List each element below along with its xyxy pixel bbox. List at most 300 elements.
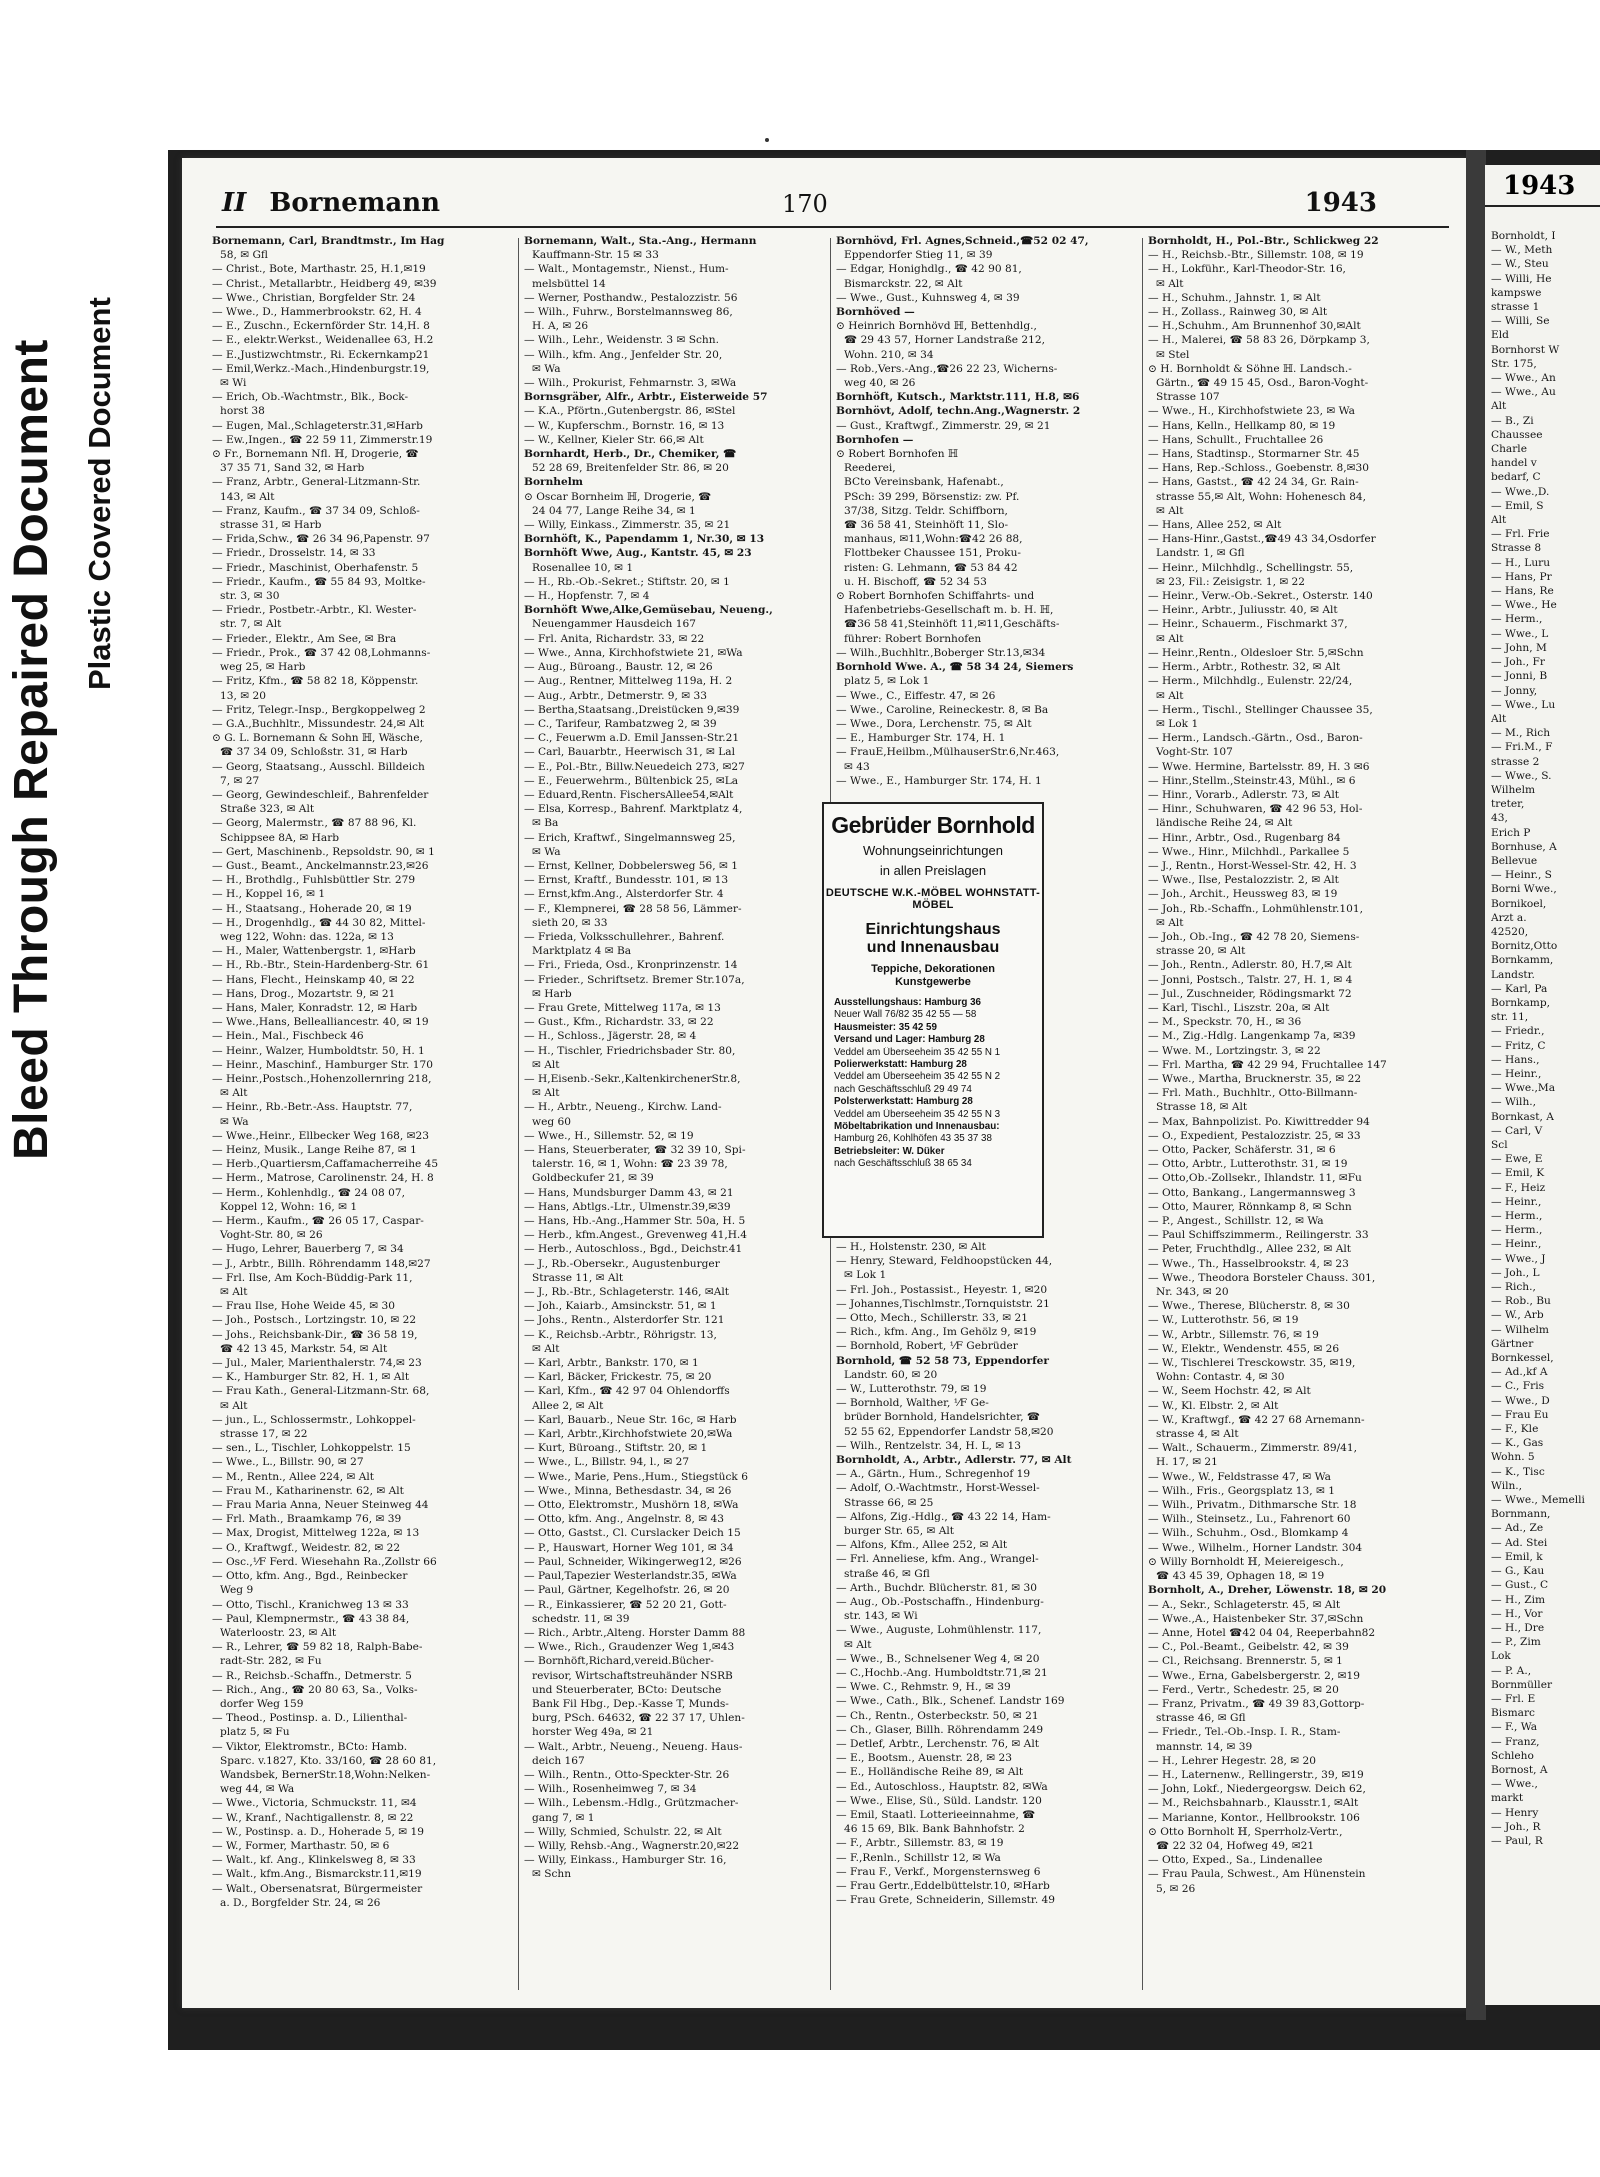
directory-entry-line: — Cl., Reichsang. Brennerstr. 5, ✉ 1 [1148,1655,1343,1668]
directory-entry-line: — Frl. Martha, ☎ 42 29 94, Fruchtallee 147 [1148,1058,1387,1071]
directory-entry-line: — Otto, Exped., Sa., Lindenallee [1148,1854,1323,1867]
directory-entry-line: deich 167 [532,1754,585,1767]
guide-keyword: Bornemann [269,188,441,218]
directory-entry-line: manhaus, ✉11,Wohn:☎42 26 88, [844,533,1023,546]
directory-entry-line: — W., Lutterothstr. 56, ✉ 19 [1148,1314,1299,1327]
directory-entry-line: H. 17, ✉ 21 [1156,1456,1218,1469]
directory-entry-line: 24 04 77, Lange Reihe 34, ✉ 1 [532,504,696,517]
adjacent-entry-line: handel v [1491,457,1537,470]
directory-entry-line: — Anne, Hotel ☎42 04 04, Reeperbahn82 [1148,1626,1376,1639]
directory-entry-line: Bornhofen — [836,433,914,446]
directory-entry-line: risten: G. Lehmann, ☎ 53 84 42 [844,561,1018,574]
adjacent-entry-line: — W., Steu [1491,258,1549,271]
directory-entry-line: — Gust., Kfm., Richardstr. 33, ✉ 22 [524,1016,714,1029]
directory-entry-line: ✉ Alt [1156,277,1184,290]
directory-entry-line: — Herm., Kaufm., ☎ 26 05 17, Caspar- [212,1215,424,1228]
directory-entry-line: — Ew.,Ingen., ☎ 22 59 11, Zimmerstr.19 [212,433,433,446]
adjacent-entry-line: bedarf, C [1491,471,1541,484]
ad-headline-2: und Innenausbau [866,939,1000,956]
directory-entry-line: platz 5, ✉ Fu [220,1726,290,1739]
directory-entry-line: — Werner, Posthandw., Pestalozzistr. 56 [524,291,738,304]
adjacent-entry-line: Chaussee [1491,428,1543,441]
adjacent-entry-line: — Rich., [1491,1281,1536,1294]
directory-entry-line: Sparc. v.1827, Kto. 33/160, ☎ 28 60 81, [220,1754,437,1767]
directory-entry-line: Allee 2, ✉ Alt [532,1399,604,1412]
directory-entry-line: — C., Feuerwm a.D. Emil Janssen-Str.21 [524,732,740,745]
directory-entry-line: str. 143, ✉ Wi [844,1610,918,1623]
adjacent-entry-line: — Wilh., [1491,1096,1536,1109]
adjacent-entry-line: — Wwe.,Ma [1491,1082,1556,1095]
directory-entry-line: — Frau Grete, Schneiderin, Sillemstr. 49 [836,1894,1056,1907]
directory-entry-line: — Karl, Arbtr., Bankstr. 170, ✉ 1 [524,1357,699,1370]
adjacent-entry-line: Alt [1491,712,1507,725]
directory-entry-line: — Georg, Staatsang., Ausschl. Billdeich [212,760,425,773]
adjacent-entry-line: — Carl, V [1491,1124,1543,1137]
directory-entry-line: — R., Einkassierer, ☎ 52 20 21, Gott- [524,1598,727,1611]
directory-entry-line: — Paul, Gärtner, Kegelhofstr. 26, ✉ 20 [524,1584,730,1597]
directory-entry-line: dorfer Weg 159 [220,1697,304,1710]
directory-entry-line: — Frau M., Katharinenstr. 62, ✉ Alt [212,1484,404,1497]
directory-entry-line: — Joh., Kaiarb., Amsinckstr. 51, ✉ 1 [524,1300,717,1313]
directory-entry-line: — Wilh., Steinsetz., Lu., Fahrenort 60 [1148,1513,1351,1526]
directory-entry-line: Bornhöft Wwe,Alke,Gemüsebau, Neueng., [524,604,773,617]
directory-entry-line: — Hinr.,Stellm.,Steinstr.43, Mühl., ✉ 6 [1148,774,1356,787]
directory-entry-line: ✉ Wa [532,362,561,375]
directory-entry-line: — E., elektr.Werkst., Weidenallee 63, H.2 [212,334,434,347]
directory-entry-line: — Frau Gertr.,Eddelbüttelstr.10, ✉Harb [836,1880,1050,1893]
directory-entry-line: — Frl. Joh., Postassist., Heyestr. 1, ✉20 [836,1283,1048,1296]
adjacent-entry-line: — Paul, R [1491,1834,1543,1847]
adjacent-entry-line: Bornkamm, [1491,954,1554,967]
adjacent-entry-line: — Henry [1491,1806,1539,1819]
directory-entry-line: Eppendorfer Stieg 11, ✉ 39 [844,249,993,262]
directory-entry-line: — J., Rb.-Btr., Schlageterstr. 146, ✉Alt [524,1286,730,1299]
adjacent-entry-line: — Emil, k [1491,1550,1543,1563]
directory-entry-line: Bornhöft, Kutsch., Marktstr.111, H.8, ✉6 [836,391,1080,404]
directory-entry-line: — Friedr., Kaufm., ☎ 55 84 93, Moltke- [212,575,426,588]
directory-entry-line: ✉ 23, Fil.: Zeisigstr. 1, ✉ 22 [1156,575,1306,588]
running-head [222,188,1447,224]
directory-entry-line: — Hans, Maler, Konradstr. 12, ✉ Harb [212,1001,418,1014]
ad-contact-line: Hamburg 26, Kohlhöfen 43 35 37 38 [834,1133,992,1145]
adjacent-entry-line: — F., Heiz [1491,1181,1546,1194]
directory-entry-line: — J., Rb.-Obersekr., Augustenburger [524,1257,720,1270]
directory-entry-line: ⊙ H. Bornholdt & Söhne ℍ. Landsch.- [1148,362,1352,375]
directory-entry-line: — Viktor, Elektromstr., BCto: Hamb. [212,1740,408,1753]
adjacent-entry-line: Eld [1491,329,1509,342]
adjacent-entry-line: Bornhuse, A [1491,840,1557,853]
directory-entry-line: — Herm., Milchhdlg., Eulenstr. 22/24, [1148,675,1353,688]
directory-entry-line: Strasse 107 [1156,391,1220,404]
directory-entry-line: strasse 31, ✉ Harb [220,519,322,532]
directory-entry-line: — Wwe., Cath., Blk., Schenef. Landstr 169 [836,1695,1065,1708]
directory-entry-line: — W., Postinsp. a. D., Hoherade 5, ✉ 19 [212,1825,425,1838]
directory-entry-line: — Aug., Büroang., Baustr. 12, ✉ 26 [524,661,713,674]
directory-entry-line: strasse 17, ✉ 22 [220,1428,308,1441]
directory-entry-line: ländische Reihe 24, ✉ Alt [1156,817,1293,830]
directory-entry-line: — Wwe., Anna, Kirchhofstwiete 21, ✉Wa [524,646,743,659]
directory-entry-line: — Frau Grete, Mittelweg 117a, ✉ 13 [524,1001,721,1014]
directory-entry-line: gang 7, ✉ 1 [532,1811,595,1824]
adjacent-entry-line: — C., Fris [1491,1380,1545,1393]
directory-entry-line: Bornhövd, Frl. Agnes,Schneid.,☎52 02 47, [836,235,1089,247]
adjacent-entry-line: Strasse 8 [1491,542,1542,555]
directory-entry-line: — Wwe., E., Hamburger Str. 174, H. 1 [836,774,1042,787]
adjacent-entry-line: — B., Zi [1491,414,1534,427]
directory-entry-line: — Friedr., Drosselstr. 14, ✉ 33 [212,547,376,560]
directory-entry-line: — Karl, Bauarb., Neue Str. 16c, ✉ Harb [524,1413,737,1426]
directory-entry-line: Strasse 11, ✉ Alt [532,1271,624,1284]
running-head-left [222,188,440,218]
directory-entry-line: — F., Arbtr., Sillemstr. 83, ✉ 19 [836,1837,1004,1850]
adjacent-entry-line: — Wwe., He [1491,599,1557,612]
adjacent-entry-line: Bellevue [1491,854,1538,867]
directory-entry-line: — P., Hauswart, Horner Weg 101, ✉ 34 [524,1541,734,1554]
adjacent-entry-line: Bornost, A [1491,1763,1548,1776]
adjacent-entry-line: — Herm., [1491,1210,1543,1223]
directory-entry-line: Koppel 12, Wohn: 16, ✉ 1 [220,1200,358,1213]
directory-entry-line: — Gust., Beamt., Anckelmannstr.23,✉26 [212,859,429,872]
adjacent-entry-line: — Emil, K [1491,1167,1545,1180]
adjacent-entry-line: — Herm., [1491,613,1543,626]
directory-entry-line: — W., Seem Hochstr. 42, ✉ Alt [1148,1385,1311,1398]
adjacent-entry-line: — Jonny, [1491,684,1538,697]
header-rule [216,226,1449,228]
adjacent-entry-line: — Rob., Bu [1491,1295,1551,1308]
directory-entry-line: mannstr. 14, ✉ 39 [1156,1740,1253,1753]
margin-label-primary: Bleed Through Repaired Document [5,339,58,1160]
directory-entry-line: weg 60 [532,1115,571,1128]
directory-entry-line: — H., Hopfenstr. 7, ✉ 4 [524,590,650,603]
directory-column-4 [1148,234,1446,1994]
directory-entry-line: — H., Tischler, Friedrichsbader Str. 80, [524,1044,736,1057]
directory-entry-line: — R., Lehrer, ☎ 59 82 18, Ralph-Babe- [212,1641,423,1654]
directory-entry-line: Bornemann, Walt., Sta.-Ang., Hermann [524,235,757,247]
directory-entry-line: — Jul., Zuschneider, Rödingsmarkt 72 [1148,987,1352,1000]
adjacent-entry-line: — Wwe., [1491,1778,1538,1791]
directory-entry-line: brüder Bornhold, Handelsrichter, ☎ [844,1411,1041,1424]
ad-brand-line: DEUTSCHE W.K.-MÖBEL WOHNSTATT-MÖBEL [825,887,1041,911]
ad-contact-line: nach Geschäftsschluß 29 49 74 [834,1083,972,1095]
ad-contact-list [824,989,1042,1171]
directory-entry-line: — Bertha,Staatsang.,Dreistücken 9,✉39 [524,703,740,716]
ad-goods-2: Kunstgewerbe [895,976,971,988]
directory-entry-line: — Marianne, Kontor., Hellbrookstr. 106 [1148,1811,1360,1824]
directory-entry-line: Bornholdt, A., Arbtr., Adlerstr. 77, ✉ Alt [836,1453,1072,1466]
adjacent-entry-line: Bornmann, [1491,1508,1551,1521]
directory-entry-line: — Wwe., Minna, Bethesdastr. 34, ✉ 26 [524,1484,732,1497]
directory-entry-line: — Walt., kf. Ang., Klinkelsweg 8, ✉ 33 [212,1854,416,1867]
directory-entry-line: sieth 20, ✉ 33 [532,916,608,929]
directory-entry-line: — Georg, Gewindeschleif., Bahrenfelder [212,788,429,801]
adjacent-entry-line: — Hans., [1491,1053,1540,1066]
directory-entry-line: Bornhöft, K., Papendamm 1, Nr.30, ✉ 13 [524,533,765,546]
directory-entry-line: 5, ✉ 26 [1156,1882,1196,1895]
directory-entry-line: — Wwe., Victoria, Schmuckstr. 11, ✉4 [212,1797,417,1810]
directory-entry-line: Rosenallee 10, ✉ 1 [532,561,634,574]
directory-entry-line: — Fri., Frieda, Osd., Kronprinzenstr. 14 [524,959,738,972]
directory-entry-line: — Heinr., Verw.-Ob.-Sekret., Osterstr. 140 [1148,590,1373,603]
directory-entry-line: ⊙ Willy Bornholdt ℍ, Meiereigesch., [1148,1555,1344,1568]
ad-contact-line: Polsterwerkstatt: Hamburg 28 [834,1096,973,1108]
adjacent-entry-line: Wilhelm [1491,783,1536,796]
directory-entry-line: — Frau Maria Anna, Neuer Steinweg 44 [212,1499,429,1512]
directory-entry-line: platz 5, ✉ Lok 1 [844,675,930,688]
adjacent-entry-line: markt [1491,1792,1524,1805]
directory-entry-line: — Joh., Postsch., Lortzingstr. 10, ✉ 22 [212,1314,417,1327]
directory-entry-line: — Frl. Anneliese, kfm. Ang., Wrangel- [836,1553,1039,1566]
directory-entry-line: — H., Rb.-Ob.-Sekret.; Stiftstr. 20, ✉ 1 [524,575,730,588]
adjacent-entry-line: — M., Rich [1491,727,1551,740]
directory-entry-line: — Heinr.,Rentn., Oldesloer Str. 5,✉Schn [1148,646,1364,659]
directory-entry-line: 13, ✉ 20 [220,689,266,702]
directory-entry-line: — M., Zig.-Hdlg. Langenkamp 7a, ✉39 [1148,1030,1356,1043]
directory-entry-line: — Herm., Arbtr., Rothestr. 32, ✉ Alt [1148,661,1341,674]
directory-entry-line: weg 25, ✉ Harb [220,661,306,674]
directory-entry-line: — Paul Schiffszimmerm., Reilingerstr. 33 [1148,1229,1369,1242]
directory-entry-line: ✉ 43 [844,760,870,773]
directory-entry-line: — Frau Kath., General-Litzmann-Str. 68, [212,1385,430,1398]
directory-entry-line: ✉ Alt [532,1342,560,1355]
directory-entry-line: — Wwe., Erna, Gabelsbergerstr. 2, ✉19 [1148,1669,1361,1682]
directory-entry-line: — Ferd., Vertr., Schedestr. 25, ✉ 20 [1148,1683,1339,1696]
directory-entry-line: — Herm., Landsch.-Gärtn., Osd., Baron- [1148,732,1363,745]
directory-entry-line: — Wilh., Rentn., Otto-Speckter-Str. 26 [524,1768,730,1781]
ad-goods-1: Teppiche, Dekorationen [871,963,995,975]
directory-entry-line: — Heinr., Walzer, Humboldtstr. 50, H. 1 [212,1044,425,1057]
directory-entry-line: — Christ., Metallarbtr., Heidberg 49, ✉39 [212,277,437,290]
directory-entry-line: — Heinr., Rb.-Betr.-Ass. Hauptstr. 77, [212,1101,413,1114]
directory-entry-line: — H., Reichsb.-Btr., Sillemstr. 108, ✉ 19 [1148,249,1364,262]
adjacent-page [1485,165,1600,2005]
directory-entry-line: — Max, Drogist, Mittelweg 122a, ✉ 13 [212,1527,420,1540]
adjacent-entry-line: Bornikoel, [1491,897,1547,910]
directory-entry-line: Waterloostr. 23, ✉ Alt [220,1626,337,1639]
directory-entry-line: strasse 4, ✉ Alt [1156,1428,1239,1441]
adjacent-entry-line: — Wwe., Lu [1491,698,1556,711]
directory-entry-line: — Peter, Fruchthdlg., Allee 232, ✉ Alt [1148,1243,1351,1256]
directory-entry-line: — Heinr., Milchhdlg., Schellingstr. 55, [1148,561,1354,574]
directory-entry-line: — W., Kranf., Nachtigallenstr. 8, ✉ 22 [212,1811,414,1824]
adjacent-entry-line: strasse 2 [1491,755,1540,768]
directory-entry-line: — Wwe., L., Billstr. 94, l., ✉ 27 [524,1456,690,1469]
directory-entry-line: — Alfons, Kfm., Allee 252, ✉ Alt [836,1539,1008,1552]
directory-entry-line: Bornhöved — [836,306,915,319]
directory-entry-line: — Frau Paula, Schwest., Am Hünenstein [1148,1868,1366,1881]
directory-entry-line: — Joh., Ob.-Ing., ☎ 42 78 20, Siemens- [1148,930,1360,943]
directory-entry-line: — Johannes,Tischlmstr.,Tornquiststr. 21 [836,1297,1050,1310]
directory-entry-line: — H., Zollass., Rainweg 30, ✉ Alt [1148,306,1328,319]
adjacent-entry-line: — Heinr., [1491,1238,1542,1251]
adjacent-entry-line: — Ad.,kf A [1491,1366,1548,1379]
adjacent-entry-line: — Wwe.,D. [1491,485,1550,498]
directory-entry-line: — Ch., Rentn., Osterbeckstr. 50, ✉ 21 [836,1709,1039,1722]
directory-entry-line: — H., Koppel 16, ✉ 1 [212,888,326,901]
directory-entry-line: — Walt., kfm.Ang., Bismarckstr.11,✉19 [212,1868,422,1881]
directory-entry-line: — Ernst,kfm.Ang., Alsterdorfer Str. 4 [524,888,724,901]
section-number: II [222,188,247,218]
directory-entry-line: Voght-Str. 107 [1156,746,1233,759]
directory-entry-line: ✉ Alt [532,1058,560,1071]
directory-entry-line: — Henry, Steward, Feldhoopstücken 44, [836,1255,1053,1268]
directory-entry-line: — Wwe., Wilhelm., Horner Landstr. 304 [1148,1541,1363,1554]
directory-entry-line: — W., Kraftwgf., ☎ 42 27 68 Arnemann- [1148,1413,1365,1426]
adjacent-entry-line: — Willi, He [1491,272,1552,285]
directory-entry-line: — Detlef, Arbtr., Lerchenstr. 76, ✉ Alt [836,1738,1039,1751]
directory-entry-line: — Theod., Postinsp. a. D., Lilienthal- [212,1712,408,1725]
adjacent-entry-line: 43, [1491,812,1508,825]
directory-entry-line: — Frieder., Schriftsetz. Bremer Str.107a, [524,973,745,986]
directory-entry-line: — Wilh., Fuhrw., Borstelmannsweg 86, [524,306,733,319]
directory-entry-line: — Otto, Maurer, Rönnkamp 8, ✉ Schn [1148,1200,1352,1213]
directory-entry-line: — Johs., Rentn., Alsterdorfer Str. 121 [524,1314,725,1327]
adjacent-entry-line: — Gust., C [1491,1579,1549,1592]
directory-entry-line: ☎ 43 45 39, Ophagen 18, ✉ 19 [1156,1570,1325,1583]
directory-entry-line: — Herm., Tischl., Stellinger Chaussee 35, [1148,703,1373,716]
directory-entry-line: — Wwe.,Hans, Bellealliancestr. 40, ✉ 19 [212,1016,429,1029]
adjacent-entry-line: — Heinr., S [1491,869,1552,882]
adjacent-entry-line: — Wilhelm [1491,1323,1549,1336]
directory-entry-line: — Hans, Gastst., ☎ 42 24 34, Gr. Rain- [1148,476,1359,489]
directory-entry-line: — Willy, Einkass., Hamburger Str. 16, [524,1854,727,1867]
directory-entry-line: — Rob.,Vers.-Ang.,☎26 22 23, Wicherns- [836,362,1058,375]
directory-entry-line: Landstr. 60, ✉ 20 [844,1368,938,1381]
directory-entry-line: ✉ Ba [532,817,559,830]
adjacent-entry-line: — Heinr., [1491,1195,1542,1208]
directory-entry-line: — C., Pol.-Beamt., Geibelstr. 42, ✉ 39 [1148,1641,1349,1654]
adjacent-entry-line: — Wwe., An [1491,372,1556,385]
directory-entry-line: — W., Kl. Elbstr. 2, ✉ Alt [1148,1399,1279,1412]
directory-entry-line: — Walt., Schauerm., Zimmerstr. 89/41, [1148,1442,1358,1455]
directory-entry-line: 37/38, Sitzg. Teldr. Schiffborn, [844,504,1008,517]
adjacent-entry-line: Bornhorst W [1491,343,1560,356]
directory-entry-line: ☎ 37 34 09, Schloßstr. 31, ✉ Harb [220,746,408,759]
directory-entry-line: — Gust., Kraftwgf., Zimmerstr. 29, ✉ 21 [836,419,1051,432]
adjacent-entry-line: — Ad. Stei [1491,1536,1548,1549]
directory-entry-line: — C.,Hochb.-Ang. Humboldtstr.71,✉ 21 [836,1667,1048,1680]
directory-entry-line: — Otto, Arbtr., Lutterothstr. 31, ✉ 19 [1148,1158,1348,1171]
directory-entry-line: — Hinr., Vorarb., Adlerstr. 73, ✉ Alt [1148,788,1340,801]
directory-entry-line: — A., Sekr., Schlageterstr. 45, ✉ Alt [1148,1598,1341,1611]
directory-entry-line: — Franz, Privatm., ☎ 49 39 83,Gottorp- [1148,1697,1365,1710]
adjacent-entry-line: Bornkessel, [1491,1352,1554,1365]
directory-entry-line: — Jonni, Postsch., Talstr. 27, H. 1, ✉ 4 [1148,973,1353,986]
directory-entry-line: — Eugen, Mal.,Schlageterstr.31,✉Harb [212,419,423,432]
directory-entry-line: — H., Schuhm., Jahnstr. 1, ✉ Alt [1148,291,1321,304]
adjacent-entry-line: — Friedr., [1491,1025,1545,1038]
directory-entry-line: — Rich., kfm. Ang., Im Gehölz 9, ✉19 [836,1326,1037,1339]
directory-entry-line: Strasse 66, ✉ 25 [844,1496,934,1509]
adjacent-entry-line: — Fritz, C [1491,1039,1546,1052]
directory-entry-line: — Friedr., Maschinist, Oberhafenstr. 5 [212,561,419,574]
advertisement-box [822,802,1044,1238]
column-divider [1142,238,1143,1990]
directory-entry-line: — Aug., Arbtr., Detmerstr. 9, ✉ 33 [524,689,707,702]
directory-entry-line: ✉ Wa [532,845,561,858]
directory-entry-line: — Willy, Schmied, Schulstr. 22, ✉ Alt [524,1825,722,1838]
directory-entry-line: — Herb., kfm.Angest., Grevenweg 41,H.4 [524,1229,748,1242]
directory-entry-line: — Erich, Ob.-Wachtmstr., Blk., Bock- [212,391,409,404]
directory-entry-line: — Frau Ilse, Hohe Weide 45, ✉ 30 [212,1300,396,1313]
directory-entry-line: — jun., L., Schlossermstr., Lohkoppel- [212,1413,416,1426]
directory-entry-line: melsbüttel 14 [532,277,606,290]
directory-entry-line: — Wwe., Therese, Blücherstr. 8, ✉ 30 [1148,1300,1350,1313]
ad-contact-line: Veddel am Überseeheim 35 42 55 N 3 [834,1108,1001,1120]
directory-entry-line: — Eduard,Rentn. FischersAllee54,✉Alt [524,788,734,801]
directory-entry-line: — Wwe.,A., Haistenbeker Str. 37,✉Schn [1148,1612,1364,1625]
directory-entry-line: strasse 20, ✉ Alt [1156,945,1246,958]
adjacent-entry-line: treter, [1491,798,1525,811]
directory-entry-line: — Karl, Kfm., ☎ 42 97 04 Ohlendorffs [524,1385,730,1398]
directory-entry-line: Wohn: Contastr. 4, ✉ 30 [1156,1371,1285,1384]
directory-entry-line: — Wilh., Lebensm.-Hdlg., Grützmacher- [524,1797,739,1810]
adjacent-entry-line: — K., Tisc [1491,1465,1545,1478]
adjacent-entry-line: Alt [1491,514,1507,527]
directory-entry-line: — O., Expedient, Pestalozzistr. 25, ✉ 33 [1148,1129,1361,1142]
directory-entry-line: radt-Str. 282, ✉ Fu [220,1655,322,1668]
directory-entry-line: — Fritz, Telegr.-Insp., Bergkoppelweg 2 [212,703,426,716]
directory-entry-line: Straße 323, ✉ Alt [220,803,315,816]
directory-entry-line: — Frau F., Verkf., Morgensternsweg 6 [836,1865,1041,1878]
directory-entry-line: — Willy, Rehsb.-Ang., Wagnerstr.20,✉22 [524,1839,740,1852]
directory-entry-line: — H., Lokführ., Karl-Theodor-Str. 16, [1148,263,1346,276]
directory-entry-line: ✉ Alt [844,1638,872,1651]
directory-entry-line: — Christ., Bote, Marthastr. 25, H.1,✉19 [212,263,426,276]
adjacent-entry-line: Bornkast, A [1491,1110,1554,1123]
directory-entry-line: ✉ Harb [532,987,572,1000]
adjacent-entry-line: — P. A., [1491,1664,1532,1677]
directory-entry-line: horster Weg 49a, ✉ 21 [532,1726,654,1739]
directory-entry-line: Bornhold, ☎ 52 58 73, Eppendorfer [836,1354,1050,1367]
directory-entry-line: — W., Tischlerei Tresckowstr. 35, ✉19, [1148,1357,1356,1370]
directory-entry-line: — H., Schloss., Jägerstr. 28, ✉ 4 [524,1030,697,1043]
adjacent-entry-line: — Frl. Frie [1491,528,1550,541]
adjacent-entry-line: — Karl, Pa [1491,982,1548,995]
adjacent-entry-line: Wiln., [1491,1479,1523,1492]
directory-entry-line: — Ed., Autoschloss., Hauptstr. 82, ✉Wa [836,1780,1048,1793]
directory-entry-line: — Ernst, Kellner, Dobbelersweg 56, ✉ 1 [524,859,738,872]
directory-entry-line: horst 38 [220,405,265,418]
directory-entry-line: — Wilh., kfm. Ang., Jenfelder Str. 20, [524,348,723,361]
adjacent-entry-line: str. 11, [1491,1011,1529,1024]
directory-entry-line: — Emil, Staatl. Lotterieeinnahme, ☎ [836,1809,1036,1822]
directory-entry-line: ⊙ Otto Bornholt ℍ, Sperrholz-Vertr., [1148,1825,1343,1838]
adjacent-entry-line: — Wwe., Memelli [1491,1494,1585,1507]
directory-entry-line: Bornhelm [524,476,583,489]
directory-entry-line: Nr. 343, ✉ 20 [1156,1286,1229,1299]
directory-entry-line: — Herm., Matrose, Carolinenstr. 24, H. 8 [212,1172,434,1185]
directory-entry-line: — Wilh., Prokurist, Fehmarnstr. 3, ✉Wa [524,377,737,390]
adjacent-entry-line: Bornkamp, [1491,996,1550,1009]
directory-entry-line: ☎ 36 58 41, Steinhöft 11, Slo- [844,519,1009,532]
directory-entry-line: — Herm., Kohlenhdlg., ☎ 24 08 07, [212,1186,405,1199]
directory-entry-line: — Hans, Kelln., Hellkamp 80, ✉ 19 [1148,419,1336,432]
directory-entry-line: — Karl, Arbtr.,Kirchhofstwiete 20,✉Wa [524,1428,733,1441]
directory-entry-line: — Otto, kfm. Ang., Angelnstr. 8, ✉ 43 [524,1513,725,1526]
directory-entry-line: führer: Robert Bornhofen [844,632,982,645]
directory-entry-line: — A., Gärtn., Hum., Schregenhof 19 [836,1468,1031,1481]
directory-entry-line: — Adolf, O.-Wachtmstr., Horst-Wessel- [836,1482,1040,1495]
adjacent-entry-line: Landstr. [1491,968,1535,981]
directory-entry-line: — Osc.,⅟F Ferd. Wiesehahn Ra.,Zollstr 66 [212,1555,437,1568]
directory-entry-line: — Otto,Ob.-Zollsekr., Ihlandstr. 11, ✉Fu [1148,1172,1362,1185]
adjacent-entry-line: — Wwe., D [1491,1394,1550,1407]
directory-entry-line: — Wilh., Lehr., Weidenstr. 3 ✉ Schn. [524,334,719,347]
adjacent-entry-line: — H., Dre [1491,1621,1545,1634]
adjacent-entry-line: Wohn. 5 [1491,1451,1535,1464]
ad-contact-line: Neuer Wall 76/82 35 42 55 — 58 [834,1009,977,1021]
directory-entry-line: burg, PSch. 64632, ☎ 22 37 17, Uhlen- [532,1712,745,1725]
